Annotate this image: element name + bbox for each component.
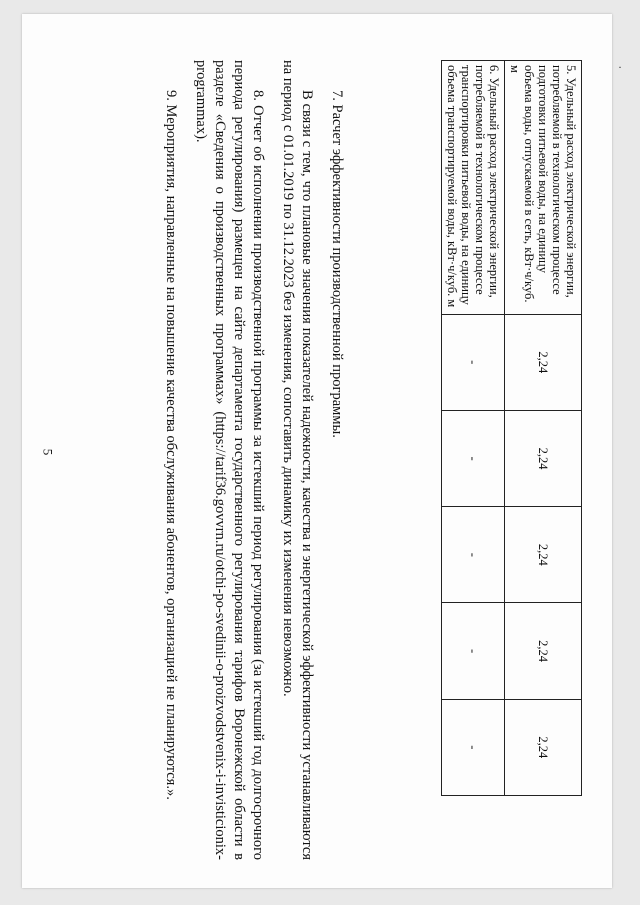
value-cell: 2,24 [505,410,582,506]
value-cell: 2,24 [505,314,582,410]
body-text [150,60,346,860]
section-8-text: 8. Отчет об исполнении производственной программы за истекший период регулирования (за истекший год долгосрочного периода регулирования) размещен на сайте департамента государственного регулирования тарифов Воронежской области в разделе «Сведения о производственных программах» (https://tarif36.govvrn.ru/otchi-po-svedinii-o-proizvodstvenix-i-invisticionix-programmax). [193,60,266,860]
scan-mark: · [618,60,622,74]
table-row [442,61,505,796]
value-cell: 2,24 [505,507,582,603]
section-9-text: 9. Мероприятия, направленные на повышение качества обслуживания абонентов, организацией не планируются.». [163,90,179,800]
rotated-content [46,60,596,880]
document-page [22,14,622,888]
value-cell: - [442,410,505,506]
page-number: 5 [40,448,56,456]
value-cell: 2,24 [505,603,582,699]
value-cell: - [442,699,505,795]
table-row [505,61,582,796]
indicator-cell: 5. Удельный расход электрической энергии, потребляемой в технологическом процессе подготовки питьевой воды, на единицу объема воды, отпускаемой в сеть, кВт·ч/куб. м [505,61,582,315]
value-cell: - [442,603,505,699]
value-cell: - [442,314,505,410]
value-cell: 2,24 [505,699,582,795]
section-7-heading: 7. Расчет эффективности производственной программы. [329,90,345,438]
metrics-table [441,60,582,796]
indicator-cell: 6. Удельный расход электрической энергии, потребляемой в технологическом процессе транспортировки питьевой воды, на единицу объема транспортируемой воды, кВт·ч/куб. м [442,61,505,315]
value-cell: - [442,507,505,603]
section-7-text: В связи с тем, что плановые значения показателей надежности, качества и энергетической эффективности устанавливаются на период с 01.01.2019 по 31.12.2023 без изменения, сопоставить динамику их изменения невозможно. [280,60,315,860]
